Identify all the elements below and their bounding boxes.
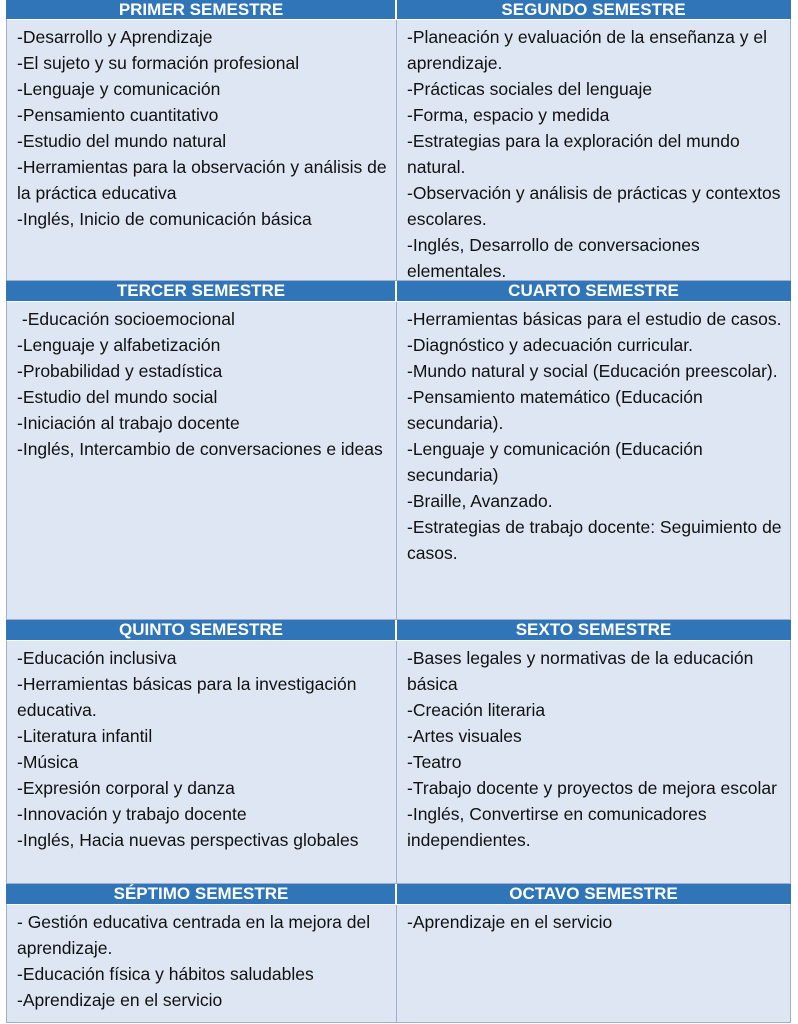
course-item: -Mundo natural y social (Educación preescolar). — [407, 361, 778, 381]
header-row — [6, 281, 791, 302]
course-item: -Inglés, Intercambio de conversaciones e ideas — [17, 439, 383, 459]
content-row — [6, 302, 791, 620]
course-item: -Prácticas sociales del lenguaje — [407, 79, 653, 99]
course-item: -Estudio del mundo social — [17, 387, 218, 407]
course-item: -Literatura infantil — [17, 726, 153, 746]
course-item: -Observación y análisis de prácticas y contextos escolares. — [407, 183, 781, 229]
course-item: -Educación socioemocional — [17, 309, 235, 329]
header-row — [6, 620, 791, 641]
semester-courses — [6, 905, 397, 1023]
course-item: -Aprendizaje en el servicio — [17, 990, 223, 1010]
course-item: -Inglés, Hacia nuevas perspectivas globales — [17, 830, 359, 850]
course-item: -Inglés, Inicio de comunicación básica — [17, 209, 312, 229]
semester-courses — [397, 302, 791, 620]
course-item: -Bases legales y normativas de la educación básica — [407, 648, 754, 694]
semester-header: OCTAVO SEMESTRE — [397, 884, 791, 905]
semester-courses — [397, 20, 791, 281]
course-item: -Forma, espacio y medida — [407, 105, 610, 125]
course-item: -Herramientas básicas para la investigación educativa. — [17, 674, 357, 720]
semester-courses — [6, 641, 397, 884]
course-item: -Estrategias de trabajo docente: Seguimiento de casos. — [407, 517, 782, 563]
course-item: -Inglés, Convertirse en comunicadores independientes. — [407, 804, 707, 850]
course-item: -Inglés, Desarrollo de conversaciones elementales. — [407, 235, 700, 281]
course-item: -Herramientas básicas para el estudio de casos. — [407, 309, 782, 329]
semester-courses — [397, 905, 791, 1023]
course-item: -Música — [17, 752, 79, 772]
course-item: -Pensamiento matemático (Educación secundaria). — [407, 387, 703, 433]
course-item: -Herramientas para la observación y análisis de la práctica educativa — [17, 157, 387, 203]
semester-header: SEGUNDO SEMESTRE — [397, 0, 791, 20]
semester-header: TERCER SEMESTRE — [6, 281, 397, 302]
content-row — [6, 905, 791, 1023]
course-item: -Expresión corporal y danza — [17, 778, 235, 798]
semester-courses — [6, 302, 397, 620]
course-item: -Braille, Avanzado. — [407, 491, 553, 511]
course-item: -Aprendizaje en el servicio — [407, 912, 613, 932]
course-item: -Trabajo docente y proyectos de mejora escolar — [407, 778, 777, 798]
semester-header: SÉPTIMO SEMESTRE — [6, 884, 397, 905]
content-row — [6, 641, 791, 884]
semester-header: PRIMER SEMESTRE — [6, 0, 397, 20]
semester-header: SEXTO SEMESTRE — [397, 620, 791, 641]
curriculum-table — [6, 0, 791, 1023]
header-row — [6, 884, 791, 905]
course-item: -Diagnóstico y adecuación curricular. — [407, 335, 693, 355]
course-item: - Gestión educativa centrada en la mejora del aprendizaje. — [17, 912, 371, 958]
course-item: -Probabilidad y estadística — [17, 361, 223, 381]
course-item: -Educación física y hábitos saludables — [17, 964, 314, 984]
semester-courses — [397, 641, 791, 884]
semester-header: QUINTO SEMESTRE — [6, 620, 397, 641]
course-item: -Lenguaje y alfabetización — [17, 335, 221, 355]
course-item: -Innovación y trabajo docente — [17, 804, 247, 824]
course-item: -Artes visuales — [407, 726, 522, 746]
header-row — [6, 0, 791, 20]
course-item: -Lenguaje y comunicación (Educación secundaria) — [407, 439, 703, 485]
semester-header: CUARTO SEMESTRE — [397, 281, 791, 302]
course-item: -Iniciación al trabajo docente — [17, 413, 240, 433]
course-item: -Desarrollo y Aprendizaje — [17, 27, 213, 47]
course-item: -Pensamiento cuantitativo — [17, 105, 219, 125]
semester-courses — [6, 20, 397, 281]
course-item: -El sujeto y su formación profesional — [17, 53, 300, 73]
course-item: -Planeación y evaluación de la enseñanza y el aprendizaje. — [407, 27, 767, 73]
course-item: -Lenguaje y comunicación — [17, 79, 221, 99]
course-item: -Estudio del mundo natural — [17, 131, 227, 151]
content-row — [6, 20, 791, 281]
course-item: -Educación inclusiva — [17, 648, 177, 668]
course-item: -Teatro — [407, 752, 462, 772]
course-item: -Creación literaria — [407, 700, 546, 720]
course-item: -Estrategias para la exploración del mundo natural. — [407, 131, 740, 177]
